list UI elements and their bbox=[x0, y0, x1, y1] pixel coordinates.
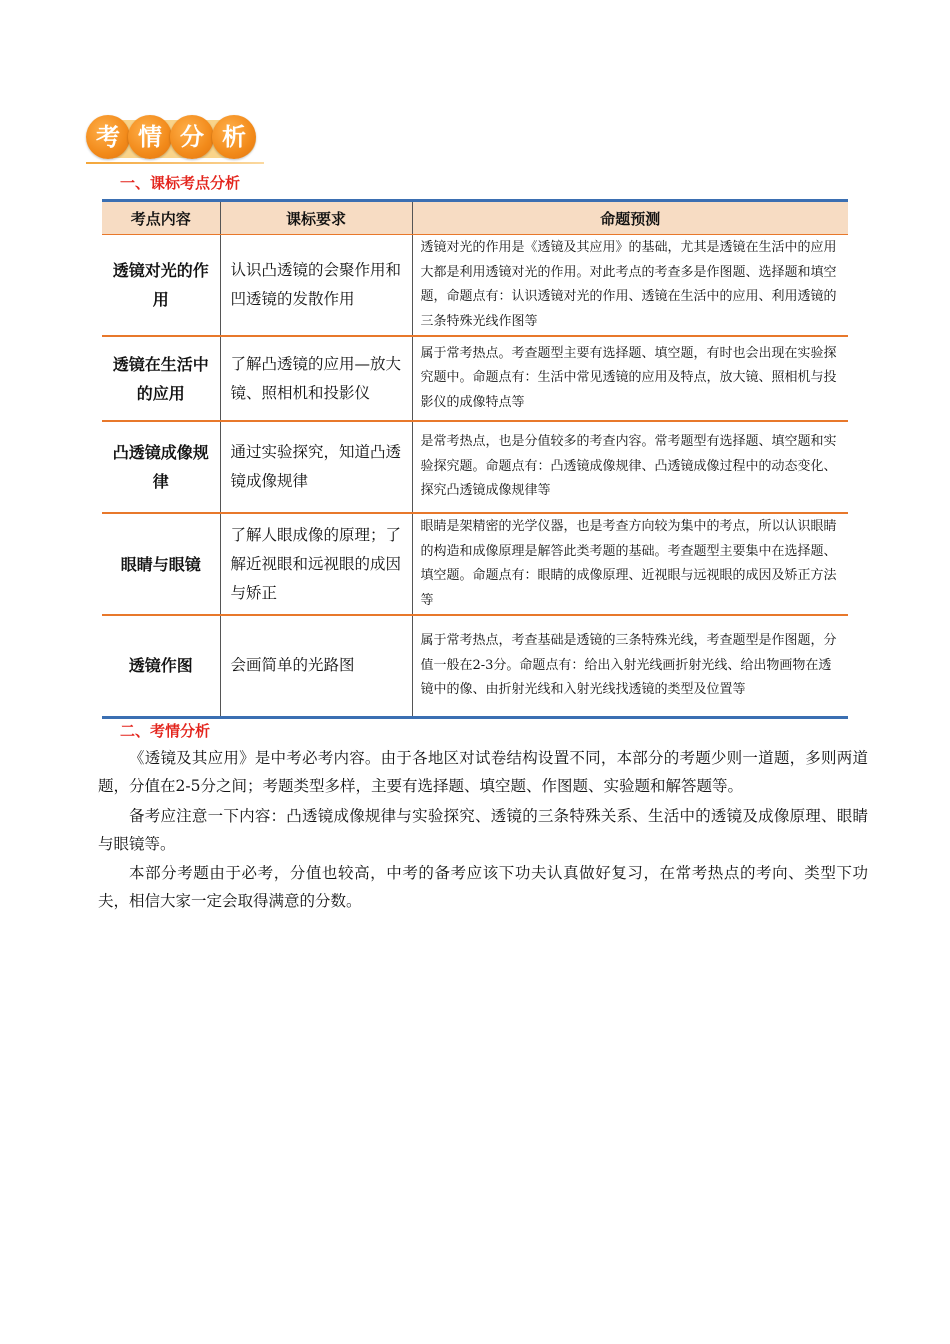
topic-cell: 透镜作图 bbox=[102, 615, 220, 717]
body-paragraph-3: 本部分考题由于必考，分值也较高，中考的备考应该下功夫认真做好复习，在常考热点的考向、类型下功夫，相信大家一定会取得满意的分数。 bbox=[98, 864, 868, 910]
requirement-cell: 通过实验探究，知道凸透镜成像规律 bbox=[220, 421, 412, 513]
table-row bbox=[102, 336, 848, 421]
badge-underline bbox=[86, 162, 264, 164]
header-prediction: 命题预测 bbox=[412, 201, 848, 235]
table-row bbox=[102, 615, 848, 717]
prediction-cell: 透镜对光的作用是《透镜及其应用》的基础，尤其是透镜在生活中的应用大都是利用透镜对光的作用。对此考点的考查多是作图题、选择题和填空题，命题点有：认识透镜对光的作用、透镜在生活中的应用、利用透镜的三条特殊光线作图等 bbox=[412, 235, 848, 337]
body-paragraph-2: 备考应注意一下内容：凸透镜成像规律与实验探究、透镜的三条特殊关系、生活中的透镜及成像原理、眼睛与眼镜等。 bbox=[98, 807, 868, 853]
topic-cell: 眼睛与眼镜 bbox=[102, 513, 220, 615]
topic-cell: 透镜在生活中的应用 bbox=[102, 336, 220, 421]
prediction-cell: 属于常考热点，考查基础是透镜的三条特殊光线，考查题型是作图题，分值一般在2-3分。命题点有：给出入射光线画折射光线、给出物画物在透镜中的像、由折射光线和入射光线找透镜的类型及位置等 bbox=[412, 615, 848, 717]
requirement-cell: 认识凸透镜的会聚作用和凹透镜的发散作用 bbox=[220, 235, 412, 337]
curriculum-table bbox=[102, 199, 848, 719]
badge-char-2: 情 bbox=[128, 115, 172, 159]
badge-char-4: 析 bbox=[212, 115, 256, 159]
section-badge bbox=[86, 112, 258, 166]
section-2-title: 二、考情分析 bbox=[120, 722, 211, 740]
table-row bbox=[102, 421, 848, 513]
badge-char-1: 考 bbox=[86, 115, 130, 159]
table-row bbox=[102, 235, 848, 337]
header-requirement: 课标要求 bbox=[220, 201, 412, 235]
body-paragraph-1: 《透镜及其应用》是中考必考内容。由于各地区对试卷结构设置不同，本部分的考题少则一道题，多则两道题，分值在2-5分之间；考题类型多样，主要有选择题、填空题、作图题、实验题和解答题等。 bbox=[98, 749, 868, 795]
table-header-row bbox=[102, 201, 848, 235]
topic-cell: 透镜对光的作用 bbox=[102, 235, 220, 337]
prediction-cell: 是常考热点，也是分值较多的考查内容。常考题型有选择题、填空题和实验探究题。命题点有：凸透镜成像规律、凸透镜成像过程中的动态变化、探究凸透镜成像规律等 bbox=[412, 421, 848, 513]
prediction-cell: 眼睛是架精密的光学仪器，也是考查方向较为集中的考点，所以认识眼睛的构造和成像原理是解答此类考题的基础。考查题型主要集中在选择题、填空题。命题点有：眼睛的成像原理、近视眼与远视眼的成因及矫正方法等 bbox=[412, 513, 848, 615]
section-1-title: 一、课标考点分析 bbox=[120, 174, 241, 192]
requirement-cell: 了解凸透镜的应用—放大镜、照相机和投影仪 bbox=[220, 336, 412, 421]
table-row bbox=[102, 513, 848, 615]
requirement-cell: 了解人眼成像的原理；了解近视眼和远视眼的成因与矫正 bbox=[220, 513, 412, 615]
topic-cell: 凸透镜成像规律 bbox=[102, 421, 220, 513]
badge-char-3: 分 bbox=[170, 115, 214, 159]
header-topic: 考点内容 bbox=[102, 201, 220, 235]
prediction-cell: 属于常考热点。考查题型主要有选择题、填空题，有时也会出现在实验探究题中。命题点有：生活中常见透镜的应用及特点，放大镜、照相机与投影仪的成像特点等 bbox=[412, 336, 848, 421]
requirement-cell: 会画简单的光路图 bbox=[220, 615, 412, 717]
